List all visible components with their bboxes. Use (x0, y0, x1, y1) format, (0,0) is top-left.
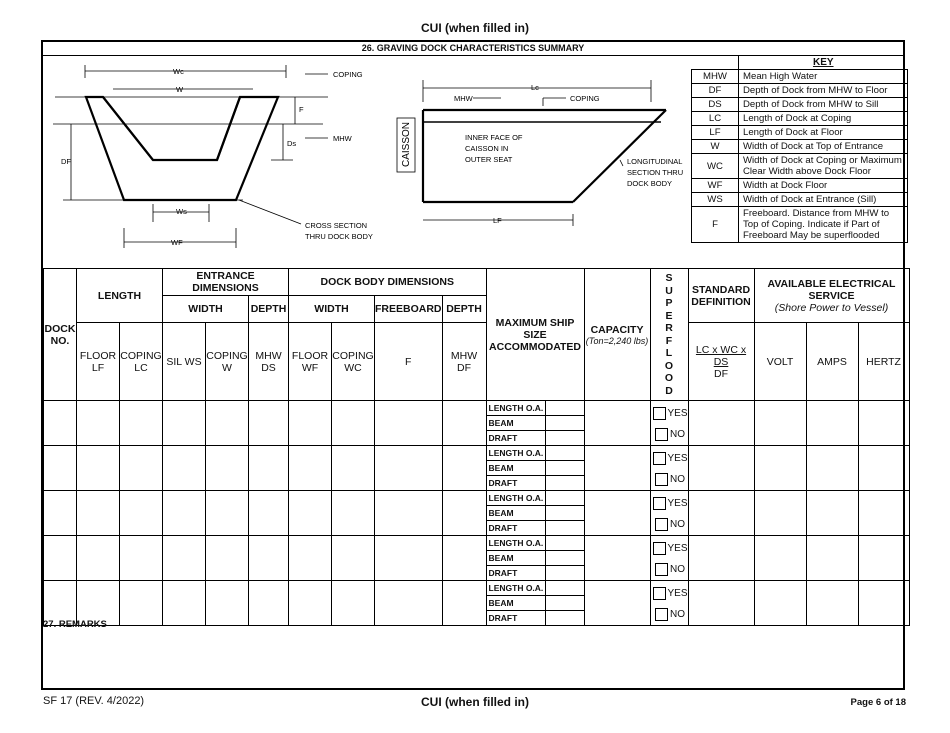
input-cell[interactable] (754, 446, 806, 491)
input-cell[interactable] (289, 491, 332, 536)
input-cell[interactable] (332, 491, 375, 536)
input-cell[interactable] (206, 491, 249, 536)
label-cross-2: THRU DOCK BODY (305, 232, 373, 241)
yes-label: YES (667, 408, 688, 420)
draft-input[interactable] (545, 566, 584, 581)
input-cell[interactable] (44, 536, 77, 581)
label-mhw: MHW (333, 134, 352, 143)
label-inner-3: OUTER SEAT (465, 155, 513, 164)
yes-checkbox[interactable] (653, 407, 666, 420)
draft-label: DRAFT (488, 478, 518, 488)
input-cell[interactable] (206, 581, 249, 626)
label-coping-long: COPING (570, 94, 600, 103)
input-cell[interactable] (249, 536, 289, 581)
input-cell[interactable] (375, 446, 443, 491)
key-row (692, 84, 908, 98)
superflood-header: S U P E R F L O O D (650, 269, 688, 401)
key-row (692, 154, 908, 179)
label-coping: COPING (333, 70, 363, 79)
label-long-3: DOCK BODY (627, 179, 673, 188)
capacity-header: CAPACITY (Ton=2,240 lbs) (584, 269, 650, 401)
input-cell[interactable] (858, 401, 909, 446)
key-definition: Depth of Dock from MHW to Sill (739, 98, 908, 112)
input-cell[interactable] (858, 491, 909, 536)
input-cell[interactable] (332, 401, 375, 446)
elec-header: AVAILABLE ELECTRICAL SERVICE (Shore Power to Vessel) (754, 269, 909, 323)
no-label: NO (670, 519, 686, 531)
cui-header: CUI (when filled in) (421, 21, 529, 35)
input-cell[interactable] (442, 446, 486, 491)
section-26-title: 26. GRAVING DOCK CHARACTERISTICS SUMMARY (43, 42, 903, 56)
key-abbr: LF (692, 126, 739, 140)
superflood-cell (650, 581, 688, 626)
dock-row (44, 536, 910, 581)
input-cell[interactable] (754, 491, 806, 536)
input-cell[interactable] (858, 446, 909, 491)
ship-size-cell (486, 401, 584, 446)
entrance-header: ENTRANCE DIMENSIONS (163, 269, 289, 296)
length-oa-label: LENGTH O.A. (487, 581, 546, 596)
entrance-width: WIDTH (163, 296, 249, 323)
label-long-1: LONGITUDINAL (627, 157, 683, 166)
beam-input[interactable] (545, 551, 584, 566)
key-definition: Width at Dock Floor (739, 179, 908, 193)
yes-label: YES (667, 498, 688, 510)
input-cell[interactable] (163, 401, 206, 446)
col-coping-wc: COPING WC (332, 323, 375, 401)
input-cell[interactable] (688, 446, 754, 491)
body-freeboard: FREEBOARD (375, 296, 443, 323)
input-cell[interactable] (120, 446, 163, 491)
input-cell[interactable] (806, 491, 858, 536)
input-cell[interactable] (44, 446, 77, 491)
key-row (692, 179, 908, 193)
draft-label: DRAFT (488, 613, 518, 623)
draft-label: DRAFT (488, 568, 518, 578)
input-cell[interactable] (289, 446, 332, 491)
key-definition: Mean High Water (739, 70, 908, 84)
no-checkbox[interactable] (655, 473, 668, 486)
superflood-cell (650, 446, 688, 491)
input-cell[interactable] (44, 491, 77, 536)
col-std-def: LC x WC x DS DF (688, 323, 754, 401)
col-sil-ws: SIL WS (163, 323, 206, 401)
dim-ws: Ws (176, 207, 187, 216)
ship-size-cell (486, 446, 584, 491)
input-cell[interactable] (688, 536, 754, 581)
input-cell[interactable] (120, 581, 163, 626)
key-row (692, 140, 908, 154)
key-row (692, 193, 908, 207)
body-depth: DEPTH (442, 296, 486, 323)
draft-label: DRAFT (488, 523, 518, 533)
col-coping-w: COPING W (206, 323, 249, 401)
key-definition: Width of Dock at Coping or Maximum Clear Width above Dock Floor (739, 154, 908, 179)
ship-size-cell (486, 581, 584, 626)
dock-table (43, 268, 910, 626)
length-oa-input[interactable] (545, 401, 584, 416)
superflood-cell (650, 536, 688, 581)
form-number: SF 17 (REV. 4/2022) (43, 695, 145, 707)
input-cell[interactable] (806, 536, 858, 581)
dim-f: F (299, 105, 304, 114)
standard-header: STANDARD DEFINITION (688, 269, 754, 323)
input-cell[interactable] (77, 491, 120, 536)
input-cell[interactable] (249, 581, 289, 626)
input-cell[interactable] (332, 581, 375, 626)
col-volt: VOLT (754, 323, 806, 401)
dim-lc: Lc (531, 83, 539, 92)
key-abbr: MHW (692, 70, 739, 84)
draft-input[interactable] (545, 476, 584, 491)
dim-wf: WF (171, 238, 183, 247)
col-floor-wf: FLOOR WF (289, 323, 332, 401)
page-number: Page 6 of 18 (850, 697, 906, 708)
length-oa-label: LENGTH O.A. (487, 536, 546, 551)
yes-checkbox[interactable] (653, 587, 666, 600)
col-hertz: HERTZ (858, 323, 909, 401)
length-oa-label: LENGTH O.A. (487, 491, 546, 506)
dim-lf: LF (493, 216, 502, 225)
key-definition: Width of Dock at Entrance (Sill) (739, 193, 908, 207)
key-definition: Depth of Dock from MHW to Floor (739, 84, 908, 98)
input-cell[interactable] (858, 581, 909, 626)
yes-label: YES (667, 453, 688, 465)
input-cell[interactable] (163, 536, 206, 581)
input-cell[interactable] (584, 491, 650, 536)
beam-label: BEAM (487, 551, 546, 566)
body-header: DOCK BODY DIMENSIONS (289, 269, 487, 296)
input-cell[interactable] (584, 446, 650, 491)
dock-row (44, 401, 910, 446)
input-cell[interactable] (249, 401, 289, 446)
longitudinal-section (397, 80, 666, 226)
beam-input[interactable] (545, 461, 584, 476)
beam-label: BEAM (487, 596, 546, 611)
input-cell[interactable] (688, 491, 754, 536)
input-cell[interactable] (584, 536, 650, 581)
input-cell[interactable] (77, 446, 120, 491)
key-definition: Freeboard. Distance from MHW to Top of Coping. Indicate if Part of Freeboard May be superflooded (739, 207, 908, 243)
input-cell[interactable] (442, 536, 486, 581)
dock-diagram (43, 56, 689, 268)
no-label: NO (670, 474, 686, 486)
key-abbr: WF (692, 179, 739, 193)
key-abbr: WC (692, 154, 739, 179)
input-cell[interactable] (754, 536, 806, 581)
input-cell[interactable] (375, 536, 443, 581)
input-cell[interactable] (289, 401, 332, 446)
key-abbr: DF (692, 84, 739, 98)
col-mhw-df: MHW DF (442, 323, 486, 401)
dock-row (44, 581, 910, 626)
entrance-depth: DEPTH (249, 296, 289, 323)
length-oa-input[interactable] (545, 581, 584, 596)
draft-input[interactable] (545, 431, 584, 446)
key-definition: Width of Dock at Top of Entrance (739, 140, 908, 154)
draft-input[interactable] (545, 611, 584, 626)
input-cell[interactable] (754, 581, 806, 626)
dim-ds: Ds (287, 139, 297, 148)
label-caisson: CAISSON (401, 121, 412, 167)
label-mhw-long: MHW (454, 94, 473, 103)
input-cell[interactable] (442, 581, 486, 626)
col-mhw-ds: MHW DS (249, 323, 289, 401)
input-cell[interactable] (806, 401, 858, 446)
input-cell[interactable] (120, 401, 163, 446)
dock-row (44, 446, 910, 491)
input-cell[interactable] (332, 536, 375, 581)
no-checkbox[interactable] (655, 563, 668, 576)
dock-row (44, 491, 910, 536)
beam-label: BEAM (487, 461, 546, 476)
draft-label: DRAFT (488, 433, 518, 443)
col-coping-lc: COPING LC (120, 323, 163, 401)
input-cell[interactable] (375, 401, 443, 446)
max-ship-header: MAXIMUM SHIP SIZE ACCOMMODATED (486, 269, 584, 401)
label-cross-1: CROSS SECTION (305, 221, 368, 230)
input-cell[interactable] (375, 491, 443, 536)
length-oa-input[interactable] (545, 536, 584, 551)
input-cell[interactable] (206, 536, 249, 581)
length-oa-label: LENGTH O.A. (487, 446, 546, 461)
input-cell[interactable] (120, 536, 163, 581)
body-width: WIDTH (289, 296, 375, 323)
yes-checkbox[interactable] (653, 452, 666, 465)
label-inner-2: CAISSON IN (465, 144, 509, 153)
ship-size-cell (486, 491, 584, 536)
key-row (692, 70, 908, 84)
input-cell[interactable] (858, 536, 909, 581)
no-label: NO (670, 564, 686, 576)
beam-label: BEAM (487, 506, 546, 521)
yes-checkbox[interactable] (653, 542, 666, 555)
input-cell[interactable] (806, 446, 858, 491)
input-cell[interactable] (206, 446, 249, 491)
dim-wc: Wc (173, 67, 184, 76)
length-oa-input[interactable] (545, 491, 584, 506)
input-cell[interactable] (289, 581, 332, 626)
key-title: KEY (739, 56, 908, 70)
input-cell[interactable] (688, 401, 754, 446)
cross-section (53, 65, 328, 248)
length-oa-label: LENGTH O.A. (487, 401, 546, 416)
superflood-cell (650, 401, 688, 446)
input-cell[interactable] (77, 401, 120, 446)
input-cell[interactable] (754, 401, 806, 446)
input-cell[interactable] (163, 581, 206, 626)
input-cell[interactable] (120, 491, 163, 536)
input-cell[interactable] (44, 401, 77, 446)
input-cell[interactable] (77, 536, 120, 581)
length-oa-input[interactable] (545, 446, 584, 461)
key-abbr: W (692, 140, 739, 154)
key-abbr: LC (692, 112, 739, 126)
beam-input[interactable] (545, 416, 584, 431)
input-cell[interactable] (332, 446, 375, 491)
input-cell[interactable] (584, 401, 650, 446)
dim-df: DF (61, 157, 71, 166)
label-long-2: SECTION THRU (627, 168, 684, 177)
key-row (692, 207, 908, 243)
yes-checkbox[interactable] (653, 497, 666, 510)
ship-size-cell (486, 536, 584, 581)
no-label: NO (670, 429, 686, 441)
input-cell[interactable] (249, 446, 289, 491)
key-row (692, 98, 908, 112)
input-cell[interactable] (249, 491, 289, 536)
beam-input[interactable] (545, 596, 584, 611)
col-f: F (375, 323, 443, 401)
length-header: LENGTH (77, 269, 163, 323)
key-abbr: DS (692, 98, 739, 112)
key-table (691, 56, 908, 243)
key-row (692, 126, 908, 140)
input-cell[interactable] (206, 401, 249, 446)
key-definition: Length of Dock at Floor (739, 126, 908, 140)
no-checkbox[interactable] (655, 428, 668, 441)
dim-w: W (176, 85, 184, 94)
input-cell[interactable] (442, 491, 486, 536)
beam-input[interactable] (545, 506, 584, 521)
beam-label: BEAM (487, 416, 546, 431)
key-abbr: F (692, 207, 739, 243)
key-row (692, 112, 908, 126)
label-inner-1: INNER FACE OF (465, 133, 523, 142)
input-cell[interactable] (688, 581, 754, 626)
input-cell[interactable] (442, 401, 486, 446)
col-floor-lf: FLOOR LF (77, 323, 120, 401)
input-cell[interactable] (375, 581, 443, 626)
no-label: NO (670, 609, 686, 621)
cui-footer: CUI (when filled in) (421, 695, 529, 709)
col-amps: AMPS (806, 323, 858, 401)
input-cell[interactable] (806, 581, 858, 626)
yes-label: YES (667, 543, 688, 555)
dock-no-header: DOCK NO. (44, 269, 77, 401)
input-cell[interactable] (163, 491, 206, 536)
section-27-title: 27. REMARKS (43, 619, 107, 630)
draft-input[interactable] (545, 521, 584, 536)
no-checkbox[interactable] (655, 608, 668, 621)
yes-label: YES (667, 588, 688, 600)
input-cell[interactable] (289, 536, 332, 581)
input-cell[interactable] (584, 581, 650, 626)
superflood-cell (650, 491, 688, 536)
key-definition: Length of Dock at Coping (739, 112, 908, 126)
input-cell[interactable] (163, 446, 206, 491)
no-checkbox[interactable] (655, 518, 668, 531)
key-abbr: WS (692, 193, 739, 207)
